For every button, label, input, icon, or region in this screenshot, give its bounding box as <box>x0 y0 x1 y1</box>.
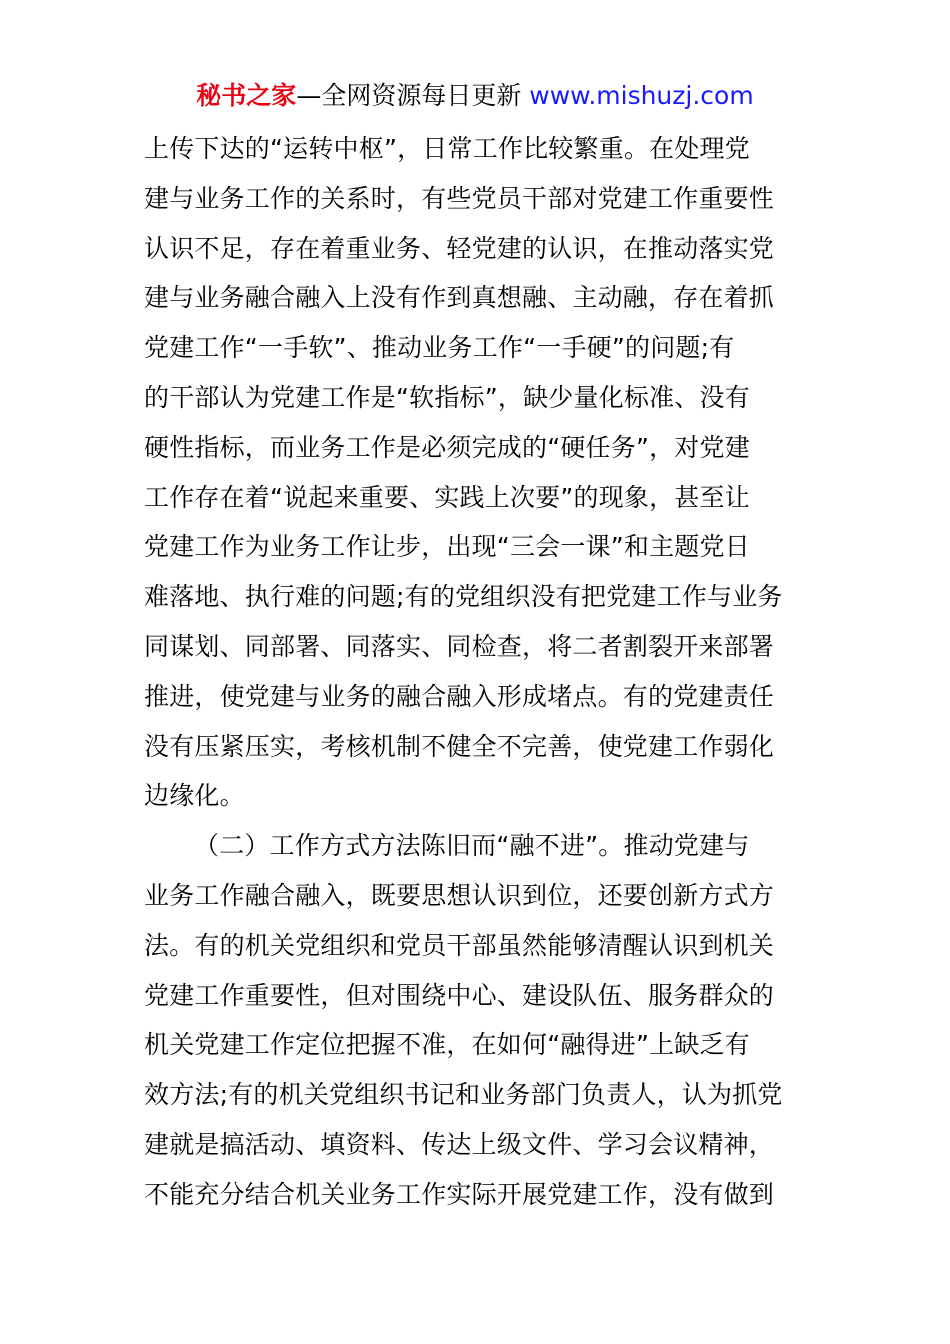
text-line: 法。有的机关党组织和党员干部虽然能够清醒认识到机关 <box>144 930 775 960</box>
text-line: 机关党建工作定位把握不准，在如何“融得进”上缺乏有 <box>144 1030 750 1060</box>
text-line: 业务工作融合融入，既要思想认识到位，还要创新方式方 <box>144 880 775 910</box>
text-line: 党建工作为业务工作让步，出现“三会一课”和主题党日 <box>144 532 750 562</box>
section-heading-line: （二）工作方式方法陈旧而“融不进”。推动党建与 <box>194 831 750 861</box>
text-line: 上传下达的“运转中枢”，日常工作比较繁重。在处理党 <box>144 134 750 163</box>
text-line: 建与业务工作的关系时，有些党员干部对党建工作重要性 <box>144 183 775 213</box>
text-line: 建就是搞活动、填资料、传达上级文件、学习会议精神， <box>144 1129 775 1159</box>
text-line: 的干部认为党建工作是“软指标”，缺少量化标准、没有 <box>144 382 750 412</box>
text-line: 党建工作重要性，但对围绕中心、建设队伍、服务群众的 <box>144 980 775 1010</box>
text-line: 难落地、执行难的问题;有的党组织没有把党建工作与业务 <box>144 582 783 612</box>
text-line: 不能充分结合机关业务工作实际开展党建工作，没有做到 <box>144 1179 775 1209</box>
site-url-link[interactable]: www.mishuzj.com <box>521 81 754 110</box>
text-line: 推进，使党建与业务的融合融入形成堵点。有的党建责任 <box>144 681 775 711</box>
text-line: 没有压紧压实，考核机制不健全不完善，使党建工作弱化 <box>144 731 775 761</box>
text-line: 党建工作“一手软”、推动业务工作“一手硬”的问题;有 <box>144 333 735 363</box>
text-line: 效方法;有的机关党组织书记和业务部门负责人，认为抓党 <box>144 1080 783 1110</box>
document-body <box>144 124 808 1220</box>
site-banner <box>0 80 950 112</box>
text-line: 硬性指标，而业务工作是必须完成的“硬任务”，对党建 <box>144 432 750 462</box>
text-line: 工作存在着“说起来重要、实践上次要”的现象，甚至让 <box>144 482 750 512</box>
text-line: 认识不足，存在着重业务、轻党建的认识，在推动落实党 <box>144 233 775 263</box>
site-brand: 秘书之家 <box>196 81 297 110</box>
site-tagline: —全网资源每日更新 <box>296 81 522 110</box>
text-line: 建与业务融合融入上没有作到真想融、主动融，存在着抓 <box>144 283 775 313</box>
text-line: 同谋划、同部署、同落实、同检查，将二者割裂开来部署 <box>144 631 775 661</box>
text-line: 边缘化。 <box>144 781 245 811</box>
